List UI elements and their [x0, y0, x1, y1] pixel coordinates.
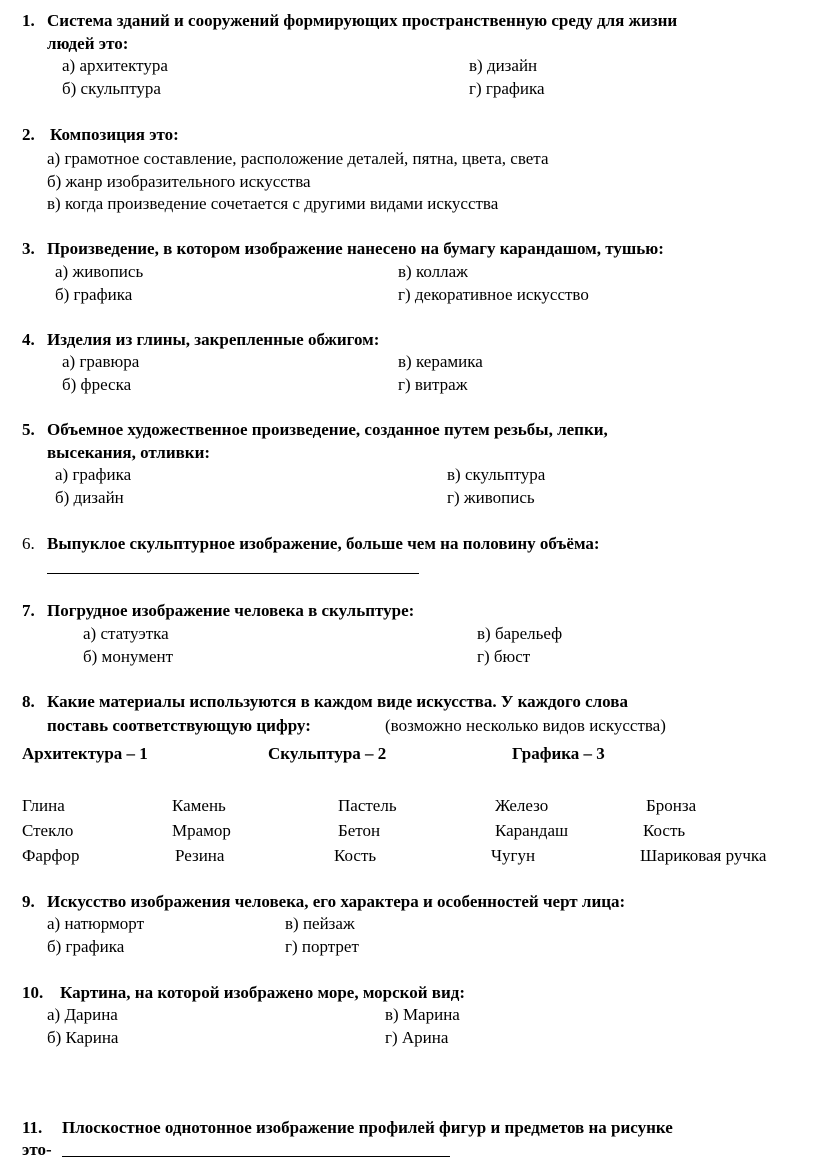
q1-option-b: б) скульптура	[62, 79, 161, 98]
q5-title-line2: высекания, отливки:	[47, 443, 211, 462]
q8-category-sculpture: Скульптура – 2	[268, 744, 387, 763]
q8-material-word: Шариковая ручка	[640, 846, 767, 865]
q8-material-word: Кость	[334, 846, 377, 865]
q9-option-a: а) натюрморт	[47, 914, 144, 933]
q8-material-word: Стекло	[22, 821, 74, 840]
q2-option-a: а) грамотное составление, расположение деталей, пятна, цвета, света	[47, 149, 549, 168]
q10-title: Картина, на которой изображено море, морской вид:	[60, 983, 466, 1002]
q1-title-line2: людей это:	[47, 34, 129, 53]
q11-title-line2: это-	[22, 1140, 52, 1159]
q8-category-graphics: Графика – 3	[512, 744, 605, 763]
q4-option-g: г) витраж	[398, 375, 468, 394]
q5-option-g: г) живопись	[447, 488, 535, 507]
q11-number: 11.	[22, 1118, 43, 1137]
q8-material-word: Чугун	[491, 846, 536, 865]
q8-material-word: Мрамор	[172, 821, 231, 840]
q8-category-architecture: Архитектура – 1	[22, 744, 148, 763]
q4-option-v: в) керамика	[398, 352, 483, 371]
q4-option-b: б) фреска	[62, 375, 132, 394]
q6-number: 6.	[22, 534, 35, 553]
q1-title-line1: Система зданий и сооружений формирующих пространственную среду для жизни	[47, 11, 678, 30]
q10-option-b: б) Карина	[47, 1028, 119, 1047]
q6-answer-line[interactable]	[47, 573, 419, 574]
q8-material-word: Железо	[495, 796, 549, 815]
q5-option-b: б) дизайн	[55, 488, 124, 507]
q5-number: 5.	[22, 420, 35, 439]
q4-option-a: а) гравюра	[62, 352, 140, 371]
q8-material-word: Бетон	[338, 821, 381, 840]
q3-option-v: в) коллаж	[398, 262, 468, 281]
q8-title-line1: Какие материалы используются в каждом виде искусства. У каждого слова	[47, 692, 628, 711]
q11-answer-line[interactable]	[62, 1156, 450, 1157]
q4-number: 4.	[22, 330, 35, 349]
q7-option-v: в) барельеф	[477, 624, 563, 643]
q7-number: 7.	[22, 601, 35, 620]
q2-option-v: в) когда произведение сочетается с другими видами искусства	[47, 194, 499, 213]
q3-title: Произведение, в котором изображение нанесено на бумагу карандашом, тушью:	[47, 239, 664, 258]
q2-option-b: б) жанр изобразительного искусства	[47, 172, 311, 191]
q9-number: 9.	[22, 892, 35, 911]
q7-option-b: б) монумент	[83, 647, 174, 666]
q1-option-g: г) графика	[469, 79, 545, 98]
q6-title: Выпуклое скульптурное изображение, больше чем на половину объёма:	[47, 534, 600, 553]
q5-option-v: в) скульптура	[447, 465, 546, 484]
q3-option-b: б) графика	[55, 285, 133, 304]
q10-option-g: г) Арина	[385, 1028, 449, 1047]
q7-title: Погрудное изображение человека в скульптуре:	[47, 601, 415, 620]
q3-option-g: г) декоративное искусство	[398, 285, 589, 304]
q3-number: 3.	[22, 239, 35, 258]
q8-material-word: Камень	[172, 796, 226, 815]
q11-title-line1: Плоскостное однотонное изображение профилей фигур и предметов на рисунке	[62, 1118, 673, 1137]
q8-number: 8.	[22, 692, 35, 711]
q9-title: Искусство изображения человека, его характера и особенностей черт лица:	[47, 892, 626, 911]
q8-note: (возможно несколько видов искусства)	[385, 716, 666, 735]
q9-option-g: г) портрет	[285, 937, 359, 956]
q10-option-v: в) Марина	[385, 1005, 460, 1024]
q9-option-v: в) пейзаж	[285, 914, 355, 933]
q8-title-line2: поставь соответствующую цифру:	[47, 716, 311, 735]
q2-number: 2.	[22, 125, 35, 144]
q1-option-a: а) архитектура	[62, 56, 168, 75]
q4-title: Изделия из глины, закрепленные обжигом:	[47, 330, 380, 349]
q8-material-word: Пастель	[338, 796, 397, 815]
q8-material-word: Карандаш	[495, 821, 569, 840]
q8-material-word: Фарфор	[22, 846, 80, 865]
q1-number: 1.	[22, 11, 35, 30]
q8-material-word: Резина	[175, 846, 225, 865]
q7-option-g: г) бюст	[477, 647, 531, 666]
q3-option-a: а) живопись	[55, 262, 144, 281]
q7-option-a: а) статуэтка	[83, 624, 169, 643]
q8-material-word: Кость	[643, 821, 686, 840]
q8-material-word: Глина	[22, 796, 65, 815]
q5-option-a: а) графика	[55, 465, 132, 484]
q9-option-b: б) графика	[47, 937, 125, 956]
q5-title-line1: Объемное художественное произведение, созданное путем резьбы, лепки,	[47, 420, 608, 439]
q10-option-a: а) Дарина	[47, 1005, 118, 1024]
q8-material-word: Бронза	[646, 796, 697, 815]
q2-title: Композиция это:	[50, 125, 179, 144]
q1-option-v: в) дизайн	[469, 56, 538, 75]
q10-number: 10.	[22, 983, 44, 1002]
